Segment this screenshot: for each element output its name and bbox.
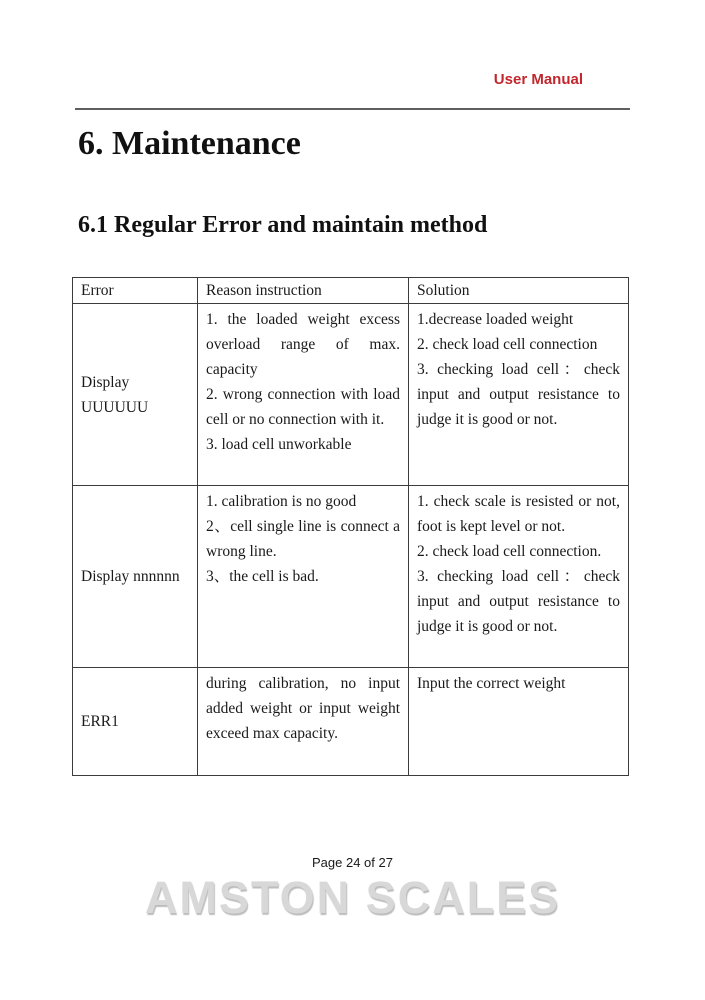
solution-item: 3. checking load cell：check input and output resistance to judge it is good or not. (417, 361, 620, 428)
error-table (72, 277, 629, 776)
header-cell-error: Error (73, 278, 198, 304)
error-value: ERR1 (81, 713, 119, 730)
reason-cell (198, 668, 409, 776)
header-label: User Manual (493, 71, 583, 88)
solution-item: 2. check load cell connection (417, 336, 598, 353)
error-value: Display nnnnnn (81, 568, 180, 585)
watermark: AMSTON SCALES (144, 872, 561, 923)
solution-item: 3. checking load cell：check input and output resistance to judge it is good or not. (417, 568, 620, 635)
reason-item: 1. calibration is no good (206, 493, 357, 510)
reason-item: 3. load cell unworkable (206, 436, 352, 453)
solution-item: 1.decrease loaded weight (417, 311, 574, 328)
reason-cell (198, 486, 409, 668)
reason-item: 3、the cell is bad. (206, 568, 319, 585)
footer-page-number: Page 24 of 27 (312, 855, 393, 870)
error-cell (73, 486, 198, 668)
table-row (73, 668, 629, 776)
reason-item: 2、cell single line is connect a wrong line. (206, 518, 400, 560)
page-title: 6. Maintenance (78, 125, 301, 162)
table-header-row (73, 278, 629, 304)
solution-cell (409, 668, 629, 776)
error-cell (73, 668, 198, 776)
solution-cell (409, 304, 629, 486)
header-cell-solution: Solution (409, 278, 629, 304)
solution-item: 1. check scale is resisted or not, foot is kept level or not. (417, 493, 620, 535)
solution-item: 2. check load cell connection. (417, 543, 602, 560)
reason-item: during calibration, no input added weight or input weight exceed max capacity. (206, 675, 400, 742)
error-value: Display UUUUUU (81, 373, 149, 416)
solution-item: Input the correct weight (417, 675, 566, 692)
section-subtitle: 6.1 Regular Error and maintain method (78, 212, 488, 238)
reason-item: 2. wrong connection with load cell or no connection with it. (206, 386, 400, 428)
header-cell-reason: Reason instruction (198, 278, 409, 304)
table-row (73, 486, 629, 668)
header-divider (75, 108, 630, 110)
reason-item: 1. the loaded weight excess overload range of max. capacity (206, 311, 400, 378)
error-cell (73, 304, 198, 486)
reason-cell (198, 304, 409, 486)
solution-cell (409, 486, 629, 668)
table-row (73, 304, 629, 486)
